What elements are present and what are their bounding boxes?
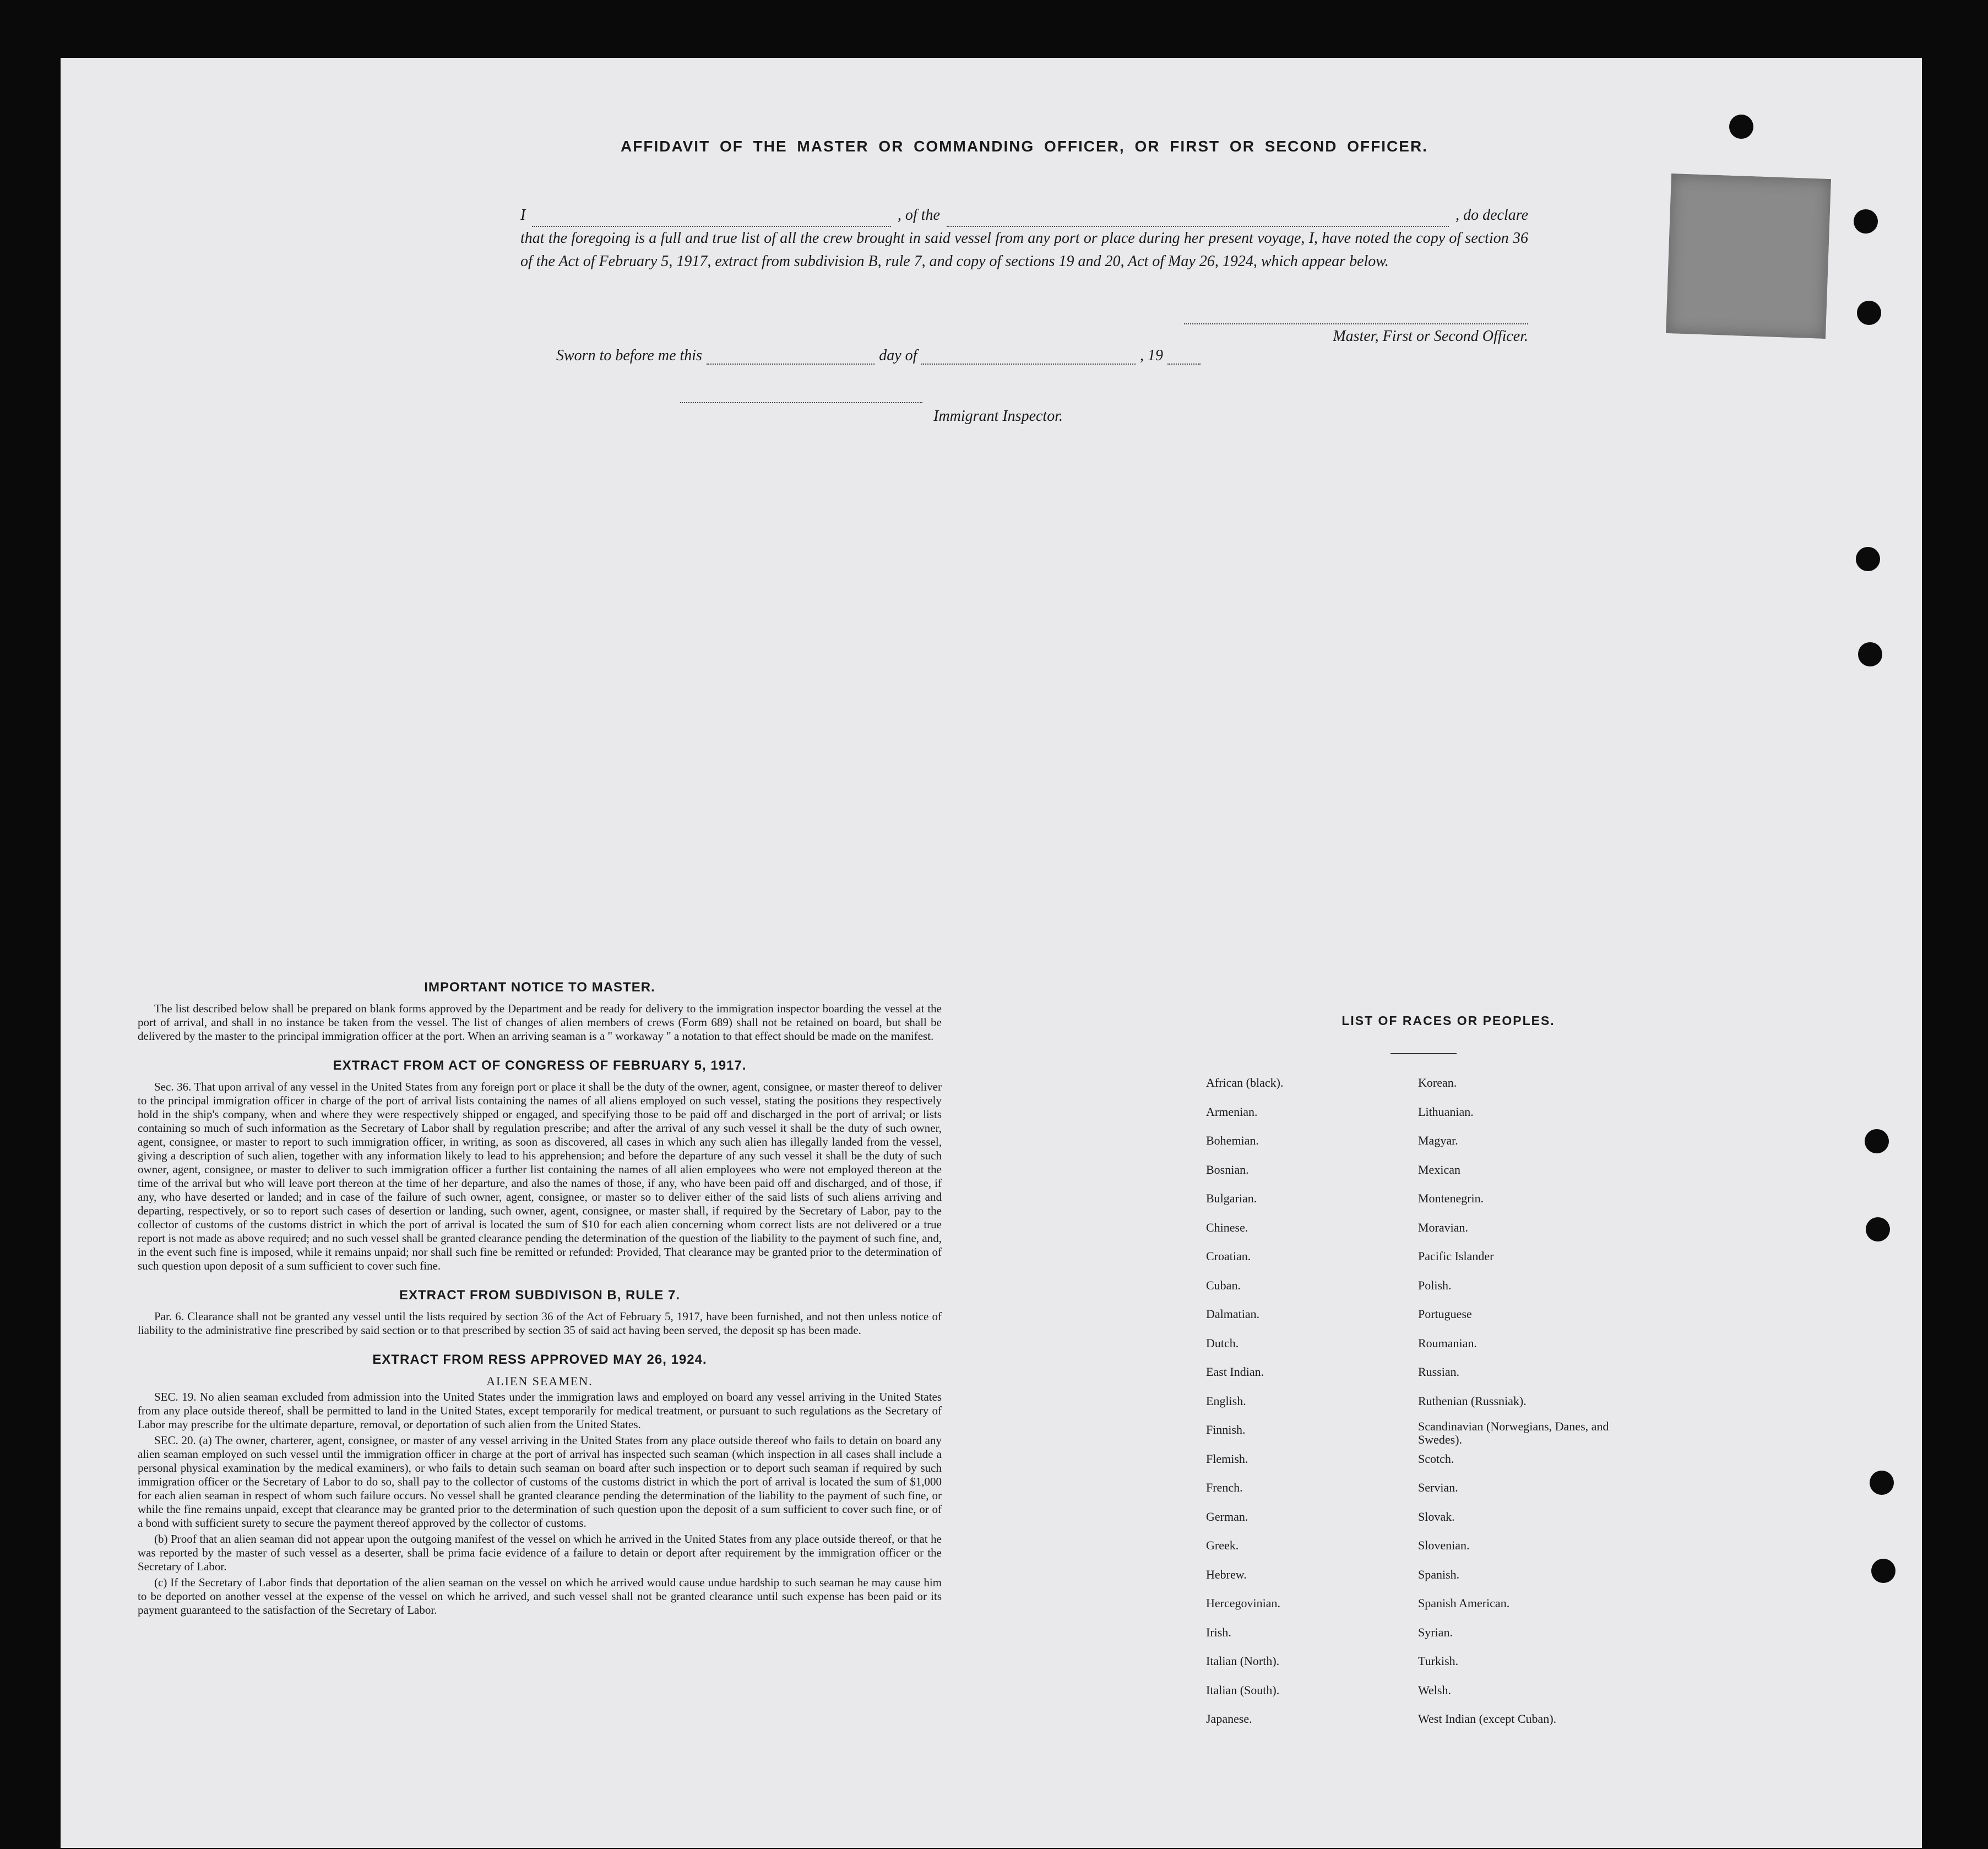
punch-hole bbox=[1866, 1217, 1890, 1241]
race-item: Cuban. bbox=[1206, 1278, 1241, 1292]
race-item: Korean. bbox=[1418, 1076, 1457, 1089]
punch-hole bbox=[1854, 209, 1878, 234]
punch-hole bbox=[1856, 547, 1880, 571]
sworn-year-field[interactable] bbox=[1167, 351, 1201, 365]
race-item: Turkish. bbox=[1418, 1654, 1459, 1668]
race-item: Servian. bbox=[1418, 1481, 1458, 1494]
race-item: Italian (South). bbox=[1206, 1683, 1280, 1697]
punch-hole bbox=[1865, 1129, 1889, 1153]
sworn-day-field[interactable] bbox=[707, 351, 874, 365]
race-item: Flemish. bbox=[1206, 1451, 1248, 1466]
race-item: Russian. bbox=[1418, 1365, 1460, 1379]
race-item: English. bbox=[1206, 1393, 1246, 1408]
declaration-body: that the foregoing is a full and true list of all the crew brought in said vessel from any port or place during her present voyage, I, have noted the copy of section 36 of the Act of February 5, 1917, extract from subdivision B, rule 7, and copy of sections 19 and 20, Act of May 26, 1924, which appear below. bbox=[520, 230, 1528, 270]
race-item: Welsh. bbox=[1418, 1683, 1451, 1697]
race-item: Slovenian. bbox=[1418, 1538, 1470, 1552]
master-signature-field[interactable] bbox=[1184, 322, 1528, 324]
sworn-line bbox=[556, 347, 1201, 365]
race-item: Hebrew. bbox=[1206, 1567, 1247, 1581]
race-item: French. bbox=[1206, 1481, 1243, 1494]
race-item: Montenegrin. bbox=[1418, 1191, 1484, 1205]
inspector-signature-field[interactable] bbox=[680, 402, 922, 403]
declarant-label: I bbox=[520, 207, 526, 224]
races-title-rule bbox=[1390, 1053, 1457, 1054]
extract-1924-heading: EXTRACT FROM RESS APPROVED MAY 26, 1924. bbox=[372, 1352, 707, 1367]
race-item: Bohemian. bbox=[1206, 1134, 1259, 1147]
race-item: Dalmatian. bbox=[1206, 1307, 1260, 1321]
legal-notices bbox=[138, 980, 942, 1619]
race-item: Croatian. bbox=[1206, 1249, 1251, 1263]
section-19-text: SEC. 19. No alien seaman excluded from admission into the United States under the immigration laws and employed on board any vessel arriving in the United States from any place outside thereof, shall be permitted to land in the United States, except temporarily for medical treatment, or pursuant to such regulations as the Secretary of Labor may prescribe for the ultimate departure, removal, or deportation of such alien from the United States. bbox=[138, 1390, 942, 1431]
race-item: Lithuanian. bbox=[1418, 1104, 1474, 1119]
race-item: Spanish. bbox=[1418, 1567, 1460, 1581]
declarant-name-field[interactable] bbox=[532, 214, 891, 227]
race-item: Bulgarian. bbox=[1206, 1191, 1257, 1205]
race-item: Japanese. bbox=[1206, 1712, 1252, 1726]
races-title: LIST OF RACES OR PEOPLES. bbox=[1341, 1013, 1555, 1028]
race-item: Moravian. bbox=[1418, 1220, 1469, 1234]
race-item: Italian (North). bbox=[1206, 1654, 1280, 1668]
race-item: German. bbox=[1206, 1509, 1248, 1523]
race-item: Irish. bbox=[1206, 1625, 1231, 1639]
race-item: Portuguese bbox=[1418, 1307, 1472, 1321]
year-prefix: , 19 bbox=[1140, 347, 1163, 364]
race-item: Scandinavian (Norwegians, Danes, and Swedes). bbox=[1418, 1419, 1609, 1446]
race-item: Scotch. bbox=[1418, 1451, 1454, 1466]
section-20a-text: SEC. 20. (a) The owner, charterer, agent, consignee, or master of any vessel arriving in the United States from any place outside thereof who fails to detain on board any alien seaman employed on such vessel until the immigration officer in charge at the port of arrival has inspected such seaman (which inspection in all cases shall include a personal physical examination by the medical examiners), or who fails to detain such seaman on board after such inspection or to deport such seaman if required by such immigration officer or the Secretary of Labor to do so, shall pay to the collector of customs of the customs district in which the port of arrival is located the sum of $1,000 for each alien seaman in respect of whom such failure occurs. No vessel shall be granted clearance pending the determination of the liability to the payment of such fine, or while the fine remains unpaid, except that clearance may be granted prior to the determination of such question upon the deposit of a sum sufficient to cover such fine, or of a bond with sufficient surety to secure the payment thereof approved by the collector of customs. bbox=[138, 1434, 942, 1530]
declaration-first-line bbox=[520, 204, 1528, 227]
important-notice-heading: IMPORTANT NOTICE TO MASTER. bbox=[424, 980, 655, 995]
of-the-label: , of the bbox=[897, 207, 940, 224]
punch-hole bbox=[1871, 1559, 1895, 1583]
race-item: Magyar. bbox=[1418, 1134, 1458, 1147]
inspector-label: Immigrant Inspector. bbox=[933, 408, 1063, 425]
important-notice-text: The list described below shall be prepared on blank forms approved by the Department and be ready for delivery to the immigration inspector boarding the vessel at the port of arrival, and shall in no instance be taken from the vessel. The list of changes of alien members of crews (Form 689) shall not be retained on board, but shall be delivered by the master to the principal immigration officer at the port. When an arriving seaman is a " workaway " a notation to that effect should be made on the manifest. bbox=[138, 1002, 942, 1043]
race-item: West Indian (except Cuban). bbox=[1418, 1712, 1557, 1726]
do-declare-label: , do declare bbox=[1455, 207, 1528, 224]
race-item: Finnish. bbox=[1206, 1423, 1246, 1436]
race-item: African (black). bbox=[1206, 1076, 1284, 1089]
paper-patch bbox=[1666, 173, 1831, 339]
race-item: Chinese. bbox=[1206, 1220, 1248, 1234]
master-signature-label: Master, First or Second Officer. bbox=[1333, 328, 1528, 345]
section-20b-text: (b) Proof that an alien seaman did not appear upon the outgoing manifest of the vessel on which he arrived in the United States from any place outside thereof, or that he was reported by the master of such vessel as a deserter, shall be prima facie evidence of a failure to detain or deport after requirement by the immigration officer or the Secretary of Labor. bbox=[138, 1532, 942, 1573]
punch-hole bbox=[1857, 301, 1881, 325]
extract-1917-text: Sec. 36. That upon arrival of any vessel in the United States from any foreign port or place it shall be the duty of the owner, agent, consignee, or master thereof to deliver to the principal immigration officer in charge of the port of arrival lists containing the names of all aliens employed on such vessel, stating the positions they respectively hold in the ship's company, when and where they were respectively shipped or engaged, and specifying those to be paid off and discharged in the port of arrival; or lists containing so much of such information as the Secretary of Labor shall by regulation prescribe; and after the arrival of any such vessel it shall be the duty of such owner, agent, consignee, or master to report to such immigration officer, in writing, as soon as discovered, all cases in which any such alien has illegally landed from the vessel, giving a description of such alien, together with any information likely to lead to his apprehension; and before the departure of any such vessel it shall be the duty of such owner, agent, consignee, or master to deliver to such immigration officer a further list containing the names of all alien employees who were not employed thereon at the time of the arrival but who will leave port thereon at the time of her departure, and also the names of those, if any, who have been paid off and discharged, and of those, if any, who have deserted or landed; and in case of the failure of such owner, agent, consignee, or master so to deliver either of the said lists of such aliens arriving and departing, respectively, or so to report such cases of desertion or landing, such owner, agent, consignee, or master shall, if required by the Secretary of Labor, pay to the collector of customs of the customs district in which the port of arrival is located the sum of $10 for each alien concerning whom correct lists are not delivered or a true report is not made as above required; and no such vessel shall be granted clearance pending the determination of the question of the liability to the payment of such fine, and, in the event such fine is imposed, while it remains unpaid; nor shall such fine be remitted or refunded: Provided, That clearance may be granted prior to the determination of such question upon deposit of a sum sufficient to cover such fine. bbox=[138, 1080, 942, 1272]
race-item: Pacific Islander bbox=[1418, 1249, 1494, 1263]
race-item: Ruthenian (Russniak). bbox=[1418, 1393, 1527, 1408]
race-item: Bosnian. bbox=[1206, 1162, 1249, 1176]
sworn-prefix: Sworn to before me this bbox=[556, 347, 702, 364]
day-of-label: day of bbox=[879, 347, 917, 364]
race-item: Spanish American. bbox=[1418, 1596, 1510, 1610]
race-item: Dutch. bbox=[1206, 1336, 1239, 1350]
sworn-month-field[interactable] bbox=[921, 351, 1136, 365]
extract-rule7-heading: EXTRACT FROM SUBDIVISON B, RULE 7. bbox=[399, 1288, 681, 1303]
races-list-left bbox=[1206, 1069, 1283, 1734]
affidavit-title: AFFIDAVIT OF THE MASTER OR COMMANDING OFFICER, OR FIRST OR SECOND OFFICER. bbox=[621, 138, 1428, 155]
affidavit-declaration bbox=[520, 204, 1528, 273]
race-item: Greek. bbox=[1206, 1538, 1239, 1552]
punch-hole bbox=[1729, 115, 1753, 139]
alien-seamen-heading: ALIEN SEAMEN. bbox=[486, 1374, 593, 1388]
section-20c-text: (c) If the Secretary of Labor finds that deportation of the alien seaman on the vessel on which he arrived would cause undue hardship to such seaman he may cause him to be deported on another vessel at the expense of the vessel on which he arrived, and such vessel shall not be granted clearance until such expense has been paid or its payment guaranteed to the satisfaction of the Secretary of Labor. bbox=[138, 1576, 942, 1617]
extract-1917-heading: EXTRACT FROM ACT OF CONGRESS OF FEBRUARY 5, 1917. bbox=[333, 1058, 747, 1073]
race-item: Hercegovinian. bbox=[1206, 1596, 1280, 1610]
punch-hole bbox=[1858, 642, 1882, 666]
race-item: Armenian. bbox=[1206, 1104, 1258, 1119]
race-item: Mexican bbox=[1418, 1162, 1460, 1176]
vessel-name-field[interactable] bbox=[947, 214, 1449, 227]
punch-hole bbox=[1870, 1471, 1894, 1495]
race-item: Polish. bbox=[1418, 1278, 1452, 1292]
race-item: Roumanian. bbox=[1418, 1336, 1477, 1350]
races-list-right bbox=[1418, 1069, 1616, 1734]
race-item: East Indian. bbox=[1206, 1365, 1264, 1379]
extract-rule7-text: Par. 6. Clearance shall not be granted any vessel until the lists required by section 36 of the Act of February 5, 1917, have been furnished, and not then unless notice of liability to the administrative fine prescribed by said section or to that prescribed by section 35 of said act having been served, the deposit sp has been made. bbox=[138, 1310, 942, 1337]
race-item: Slovak. bbox=[1418, 1509, 1455, 1523]
race-item: Syrian. bbox=[1418, 1625, 1453, 1639]
